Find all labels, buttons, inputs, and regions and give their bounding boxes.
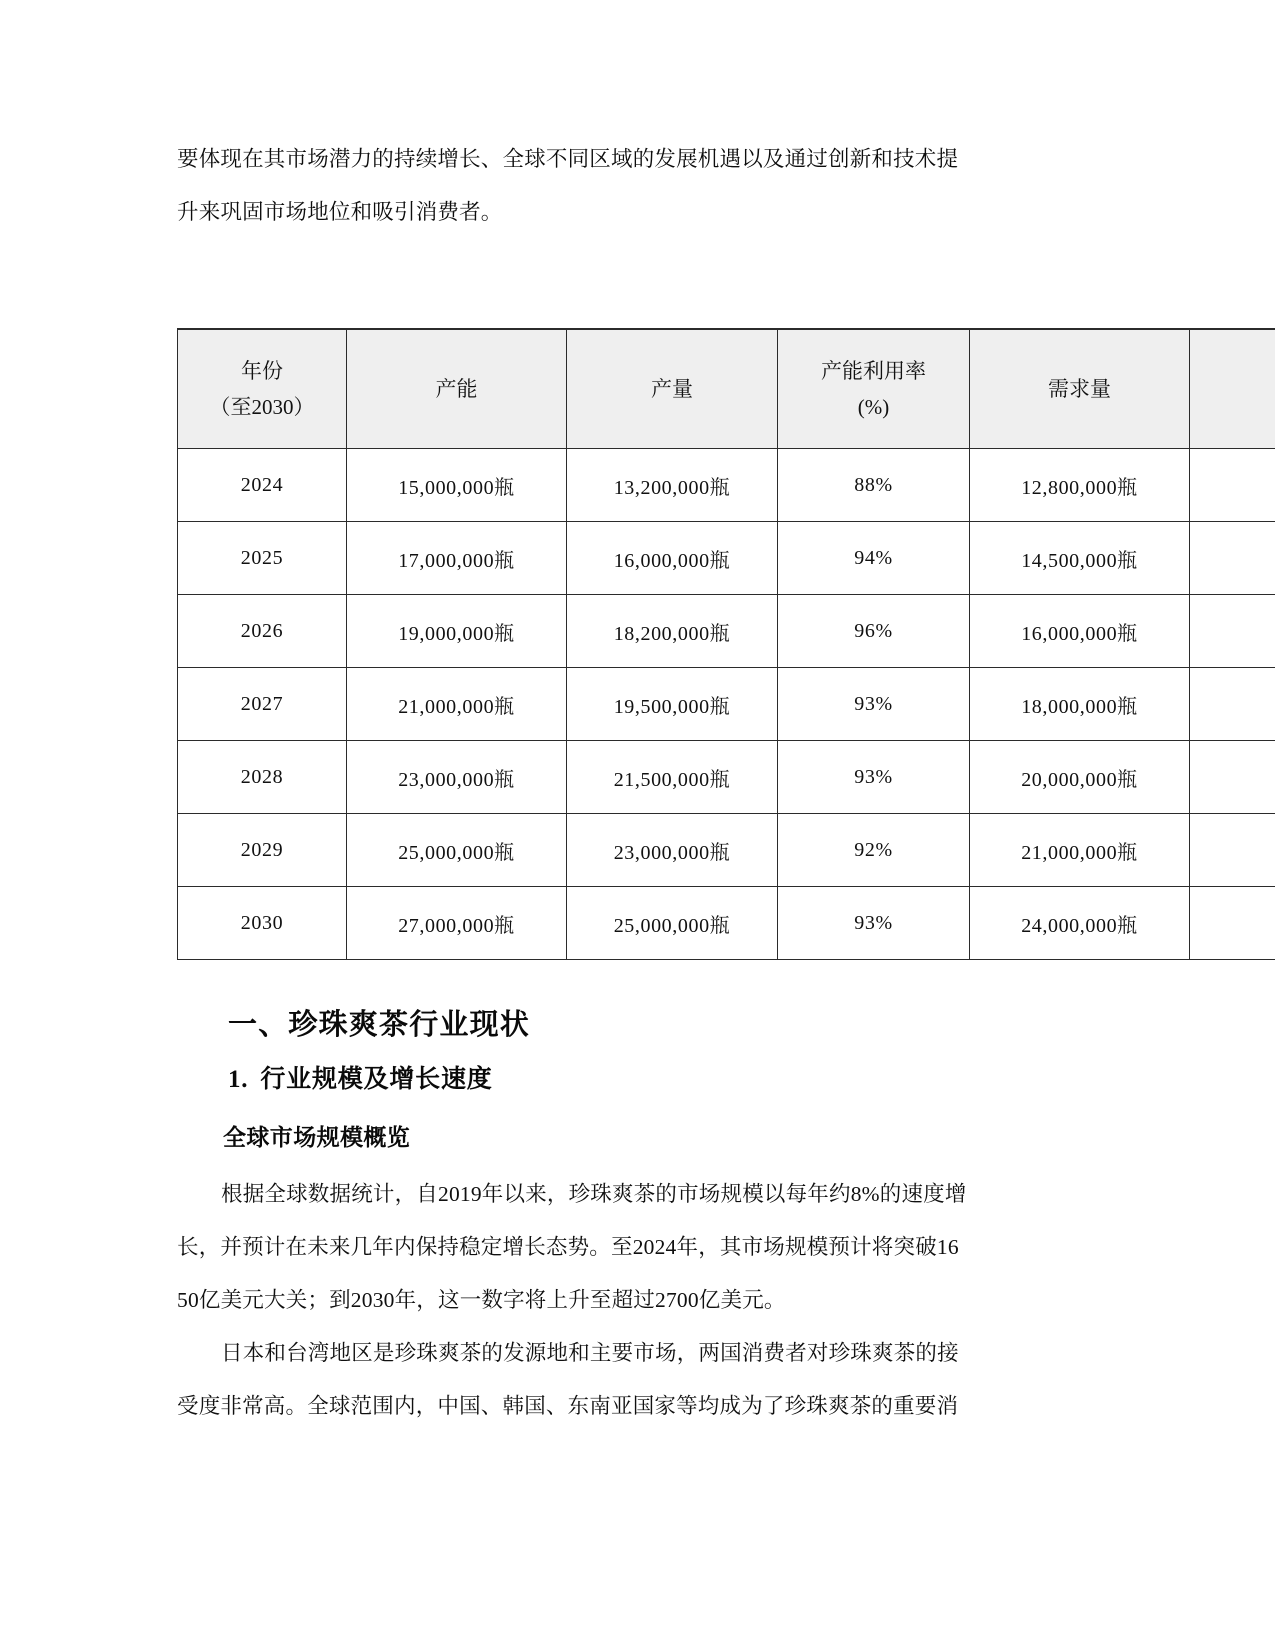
column-header-year-line1: 年份 [241, 359, 283, 383]
cell-output: 25,000,000瓶 [567, 887, 778, 960]
cell-extra [1190, 741, 1275, 814]
cell-year: 2029 [178, 814, 347, 887]
cell-output: 23,000,000瓶 [567, 814, 778, 887]
cell-capacity: 21,000,000瓶 [347, 668, 567, 741]
cell-output: 21,500,000瓶 [567, 741, 778, 814]
section-heading-2-text: 行业规模及增长速度 [260, 1066, 493, 1093]
table-row [178, 595, 1275, 668]
paragraph-1-line-2: 长，并预计在未来几年内保持稳定增长态势。至2024年，其市场规模预计将突破16 [177, 1235, 959, 1259]
cell-capacity: 15,000,000瓶 [347, 449, 567, 522]
intro-paragraph [177, 133, 1077, 239]
table-row [178, 741, 1275, 814]
section-heading-2 [228, 1059, 493, 1095]
cell-year: 2026 [178, 595, 347, 668]
cell-extra [1190, 522, 1275, 595]
cell-capacity: 27,000,000瓶 [347, 887, 567, 960]
cell-extra [1190, 595, 1275, 668]
paragraph-2-line-2: 受度非常高。全球范围内，中国、韩国、东南亚国家等均成为了珍珠爽茶的重要消 [177, 1394, 959, 1418]
cell-capacity: 17,000,000瓶 [347, 522, 567, 595]
cell-extra [1190, 814, 1275, 887]
column-header-utilization [778, 329, 970, 449]
table-body [178, 449, 1275, 960]
body-text-block [177, 1168, 1177, 1433]
column-header-demand [970, 329, 1190, 449]
intro-line-2: 升来巩固市场地位和吸引消费者。 [177, 200, 503, 224]
table-row [178, 668, 1275, 741]
table-row [178, 449, 1275, 522]
cell-output: 18,200,000瓶 [567, 595, 778, 668]
cell-extra [1190, 668, 1275, 741]
cell-demand: 18,000,000瓶 [970, 668, 1190, 741]
forecast-table-container [177, 328, 1275, 960]
cell-year: 2025 [178, 522, 347, 595]
paragraph-2-line-1: 日本和台湾地区是珍珠爽茶的发源地和主要市场，两国消费者对珍珠爽茶的接 [221, 1341, 959, 1365]
cell-year: 2027 [178, 668, 347, 741]
cell-demand: 20,000,000瓶 [970, 741, 1190, 814]
cell-demand: 21,000,000瓶 [970, 814, 1190, 887]
table-header [178, 329, 1275, 449]
column-header-utilization-line1: 产能利用率 [821, 359, 926, 383]
section-heading-1: 一、珍珠爽茶行业现状 [228, 1009, 531, 1041]
cell-demand: 24,000,000瓶 [970, 887, 1190, 960]
cell-demand: 16,000,000瓶 [970, 595, 1190, 668]
column-header-extra [1190, 329, 1275, 449]
cell-capacity: 23,000,000瓶 [347, 741, 567, 814]
column-header-capacity [347, 329, 567, 449]
column-header-output [567, 329, 778, 449]
section-heading-2-number: 1. [228, 1066, 249, 1093]
cell-utilization: 93% [778, 668, 970, 741]
table-row [178, 887, 1275, 960]
column-header-demand-line1: 需求量 [1048, 377, 1111, 401]
cell-output: 13,200,000瓶 [567, 449, 778, 522]
column-header-year-line2: （至2030） [209, 395, 315, 419]
column-header-utilization-line2: (%) [857, 395, 890, 419]
cell-utilization: 88% [778, 449, 970, 522]
paragraph-1-line-1: 根据全球数据统计，自2019年以来，珍珠爽茶的市场规模以每年约8%的速度增 [221, 1182, 967, 1206]
table-row [178, 522, 1275, 595]
column-header-year [178, 329, 347, 449]
cell-extra [1190, 887, 1275, 960]
cell-capacity: 19,000,000瓶 [347, 595, 567, 668]
cell-demand: 14,500,000瓶 [970, 522, 1190, 595]
cell-utilization: 93% [778, 741, 970, 814]
cell-output: 16,000,000瓶 [567, 522, 778, 595]
section-heading-3: 全球市场规模概览 [223, 1125, 411, 1150]
cell-utilization: 92% [778, 814, 970, 887]
cell-utilization: 96% [778, 595, 970, 668]
cell-demand: 12,800,000瓶 [970, 449, 1190, 522]
cell-year: 2028 [178, 741, 347, 814]
table-row [178, 814, 1275, 887]
forecast-table [177, 328, 1275, 960]
paragraph-1-line-3: 50亿美元大关；到2030年，这一数字将上升至超过2700亿美元。 [177, 1288, 786, 1312]
column-header-output-line1: 产量 [651, 377, 693, 401]
cell-year: 2024 [178, 449, 347, 522]
cell-capacity: 25,000,000瓶 [347, 814, 567, 887]
intro-line-1: 要体现在其市场潜力的持续增长、全球不同区域的发展机遇以及通过创新和技术提 [177, 147, 959, 171]
cell-extra [1190, 449, 1275, 522]
cell-utilization: 94% [778, 522, 970, 595]
cell-utilization: 93% [778, 887, 970, 960]
column-header-capacity-line1: 产能 [435, 377, 478, 401]
cell-output: 19,500,000瓶 [567, 668, 778, 741]
cell-year: 2030 [178, 887, 347, 960]
table-header-row [178, 329, 1275, 449]
